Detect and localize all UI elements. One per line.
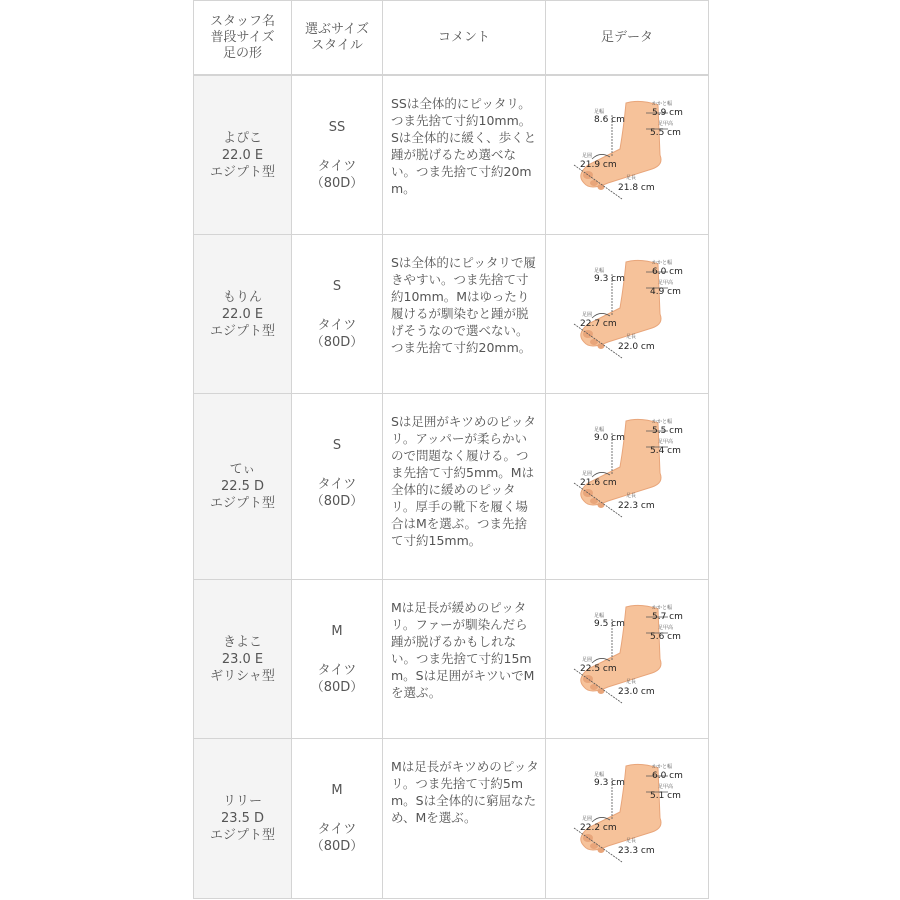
size-cell <box>292 580 383 739</box>
heel-width-value: 5.7 cm <box>652 612 683 622</box>
toe-3 <box>598 502 605 508</box>
comment-text: Mは足長が緩めのピッタリ。ファーが馴染んだら踵が脱げるかもしれない。つま先捨て寸約15mm。Sは足囲がキツいでMを選ぶ。 <box>391 600 535 700</box>
staff-name: リリー <box>222 794 262 809</box>
comment-text: Mは足長がキツめのピッタリ。つま先捨て寸約5mm。Sは全体的に窮屈なため、Mを選ぶ。 <box>391 759 539 825</box>
length-value: 23.0 cm <box>618 687 655 697</box>
instep-value: 9.3 cm <box>594 778 625 788</box>
instep-label: 足幅 <box>594 109 605 115</box>
staff-usual-size: 23.0 E <box>221 651 264 667</box>
size-table-container <box>193 0 708 900</box>
staff-usual-size: 22.5 D <box>220 479 265 494</box>
girth-value: 21.9 cm <box>580 160 617 170</box>
denier: （80D） <box>310 176 364 191</box>
heel-width-label: かかと幅 <box>652 605 673 611</box>
foot-diagram <box>568 758 688 868</box>
girth-value: 22.5 cm <box>580 664 617 674</box>
heel-width-label: かかと幅 <box>652 260 673 266</box>
instep-value: 9.0 cm <box>594 433 625 443</box>
length-label: 足長 <box>626 334 637 340</box>
staff-foot-shape: ギリシャ型 <box>210 668 275 684</box>
length-value: 21.8 cm <box>618 183 655 193</box>
header-size <box>292 1 383 75</box>
foot-width-label: 足甲高 <box>658 280 674 286</box>
length-label: 足長 <box>626 838 637 844</box>
foot-width-value: 5.5 cm <box>650 128 681 138</box>
header-staff <box>194 1 292 75</box>
denier: （80D） <box>310 680 364 695</box>
style-name: タイツ <box>317 822 357 837</box>
foot-diagram <box>568 95 688 205</box>
foot-data-cell <box>546 76 709 235</box>
heel-width-value: 5.5 cm <box>652 426 683 436</box>
size-cell <box>292 394 383 580</box>
table-row <box>194 76 709 235</box>
heel-width-label: かかと幅 <box>652 764 673 770</box>
staff-name: もりん <box>222 289 262 305</box>
instep-value: 9.3 cm <box>594 274 625 284</box>
table-row <box>194 580 709 739</box>
length-label: 足長 <box>626 175 637 181</box>
girth-value: 22.2 cm <box>580 823 617 833</box>
header-usual-size: 普段サイズ <box>210 29 275 45</box>
foot-width-label: 足甲高 <box>658 439 674 445</box>
header-chosen-size: 選ぶサイズ <box>305 21 369 37</box>
foot-diagram <box>568 413 688 523</box>
comment-text: Sは足囲がキツめのピッタリ。アッパーが柔らかいので問題なく履ける。つま先捨て寸約5mm。Mは全体的に緩めのピッタリ。厚手の靴下を履く場合はMを選ぶ。つま先捨て寸約15mm。 <box>391 414 536 548</box>
girth-label: 足囲 <box>582 816 593 822</box>
instep-value: 9.5 cm <box>594 619 625 629</box>
comment-cell <box>383 394 546 580</box>
toe-3 <box>598 688 605 694</box>
denier: （80D） <box>310 494 364 509</box>
girth-label: 足囲 <box>582 657 593 663</box>
girth-label: 足囲 <box>582 153 593 159</box>
girth-label: 足囲 <box>582 312 593 318</box>
foot-diagram <box>568 254 688 364</box>
girth-value: 22.7 cm <box>580 319 617 329</box>
staff-foot-shape: エジプト型 <box>209 828 275 843</box>
instep-label: 足幅 <box>594 427 605 433</box>
heel-width-value: 5.9 cm <box>652 108 683 118</box>
staff-usual-size: 22.0 E <box>221 147 264 163</box>
toe-3 <box>598 847 605 853</box>
foot-width-value: 5.4 cm <box>650 446 681 456</box>
staff-cell <box>194 580 292 739</box>
comment-text: Sは全体的にピッタリで履きやすい。つま先捨て寸約10mm。Mはゆったり履けるが馴染むと踵が脱げそうなので選べない。つま先捨て寸約20mm。 <box>391 255 536 355</box>
foot-width-value: 5.1 cm <box>650 791 681 801</box>
size-comparison-table <box>193 0 709 75</box>
comment-cell <box>383 76 546 235</box>
size-table-body <box>193 75 709 899</box>
style-name: タイツ <box>317 663 357 678</box>
staff-cell <box>194 235 292 394</box>
toe-3 <box>598 184 605 190</box>
staff-name: きよこ <box>222 634 262 650</box>
style-name: タイツ <box>317 477 357 492</box>
comment-cell <box>383 235 546 394</box>
girth-value: 21.6 cm <box>580 478 617 488</box>
staff-name: てぃ <box>229 462 256 477</box>
table-row <box>194 235 709 394</box>
table-row <box>194 739 709 899</box>
staff-usual-size: 22.0 E <box>221 306 264 322</box>
foot-width-label: 足甲高 <box>658 625 674 631</box>
chosen-size: S <box>332 279 342 294</box>
heel-width-label: かかと幅 <box>652 101 673 107</box>
style-name: タイツ <box>317 318 357 333</box>
instep-label: 足幅 <box>594 772 605 778</box>
foot-width-value: 4.9 cm <box>650 287 681 297</box>
comment-cell <box>383 739 546 899</box>
staff-foot-shape: エジプト型 <box>209 164 275 180</box>
length-label: 足長 <box>626 679 637 685</box>
foot-width-label: 足甲高 <box>658 121 674 127</box>
staff-usual-size: 23.5 D <box>220 811 265 826</box>
style-name: タイツ <box>317 159 357 174</box>
heel-width-value: 6.0 cm <box>652 771 683 781</box>
header-staff-name: スタッフ名 <box>209 13 275 29</box>
denier: （80D） <box>310 335 364 350</box>
staff-name: よぴこ <box>222 130 262 146</box>
length-value: 22.0 cm <box>618 342 655 352</box>
foot-width-value: 5.6 cm <box>650 632 681 642</box>
chosen-size: M <box>331 783 343 798</box>
length-label: 足長 <box>626 493 637 499</box>
comment-cell <box>383 580 546 739</box>
instep-label: 足幅 <box>594 613 605 619</box>
length-value: 23.3 cm <box>618 846 655 856</box>
foot-diagram <box>568 599 688 709</box>
table-header-row <box>194 1 709 75</box>
foot-data-cell <box>546 739 709 899</box>
header-foot-data: 足データ <box>546 1 709 75</box>
toe-3 <box>598 343 605 349</box>
foot-data-cell <box>546 580 709 739</box>
heel-width-label: かかと幅 <box>652 419 673 425</box>
size-cell <box>292 739 383 899</box>
foot-data-cell <box>546 394 709 580</box>
staff-cell <box>194 394 292 580</box>
size-cell <box>292 76 383 235</box>
denier: （80D） <box>310 839 364 854</box>
size-cell <box>292 235 383 394</box>
staff-foot-shape: エジプト型 <box>209 496 275 511</box>
instep-value: 8.6 cm <box>594 115 625 125</box>
staff-cell <box>194 739 292 899</box>
foot-width-label: 足甲高 <box>658 784 674 790</box>
chosen-size: S <box>332 438 342 453</box>
chosen-size: SS <box>328 120 346 135</box>
instep-label: 足幅 <box>594 268 605 274</box>
girth-label: 足囲 <box>582 471 593 477</box>
heel-width-value: 6.0 cm <box>652 267 683 277</box>
table-row <box>194 394 709 580</box>
comment-text: SSは全体的にピッタリ。つま先捨て寸約10mm。Sは全体的に緩く、歩くと踵が脱げるため選べない。つま先捨て寸約20mm。 <box>391 96 537 196</box>
foot-data-cell <box>546 235 709 394</box>
staff-foot-shape: エジプト型 <box>209 323 275 339</box>
length-value: 22.3 cm <box>618 501 655 511</box>
header-comment: コメント <box>383 1 546 75</box>
chosen-size: M <box>331 624 343 639</box>
header-foot-shape: 足の形 <box>222 45 262 61</box>
staff-cell <box>194 76 292 235</box>
header-style: スタイル <box>311 37 363 53</box>
